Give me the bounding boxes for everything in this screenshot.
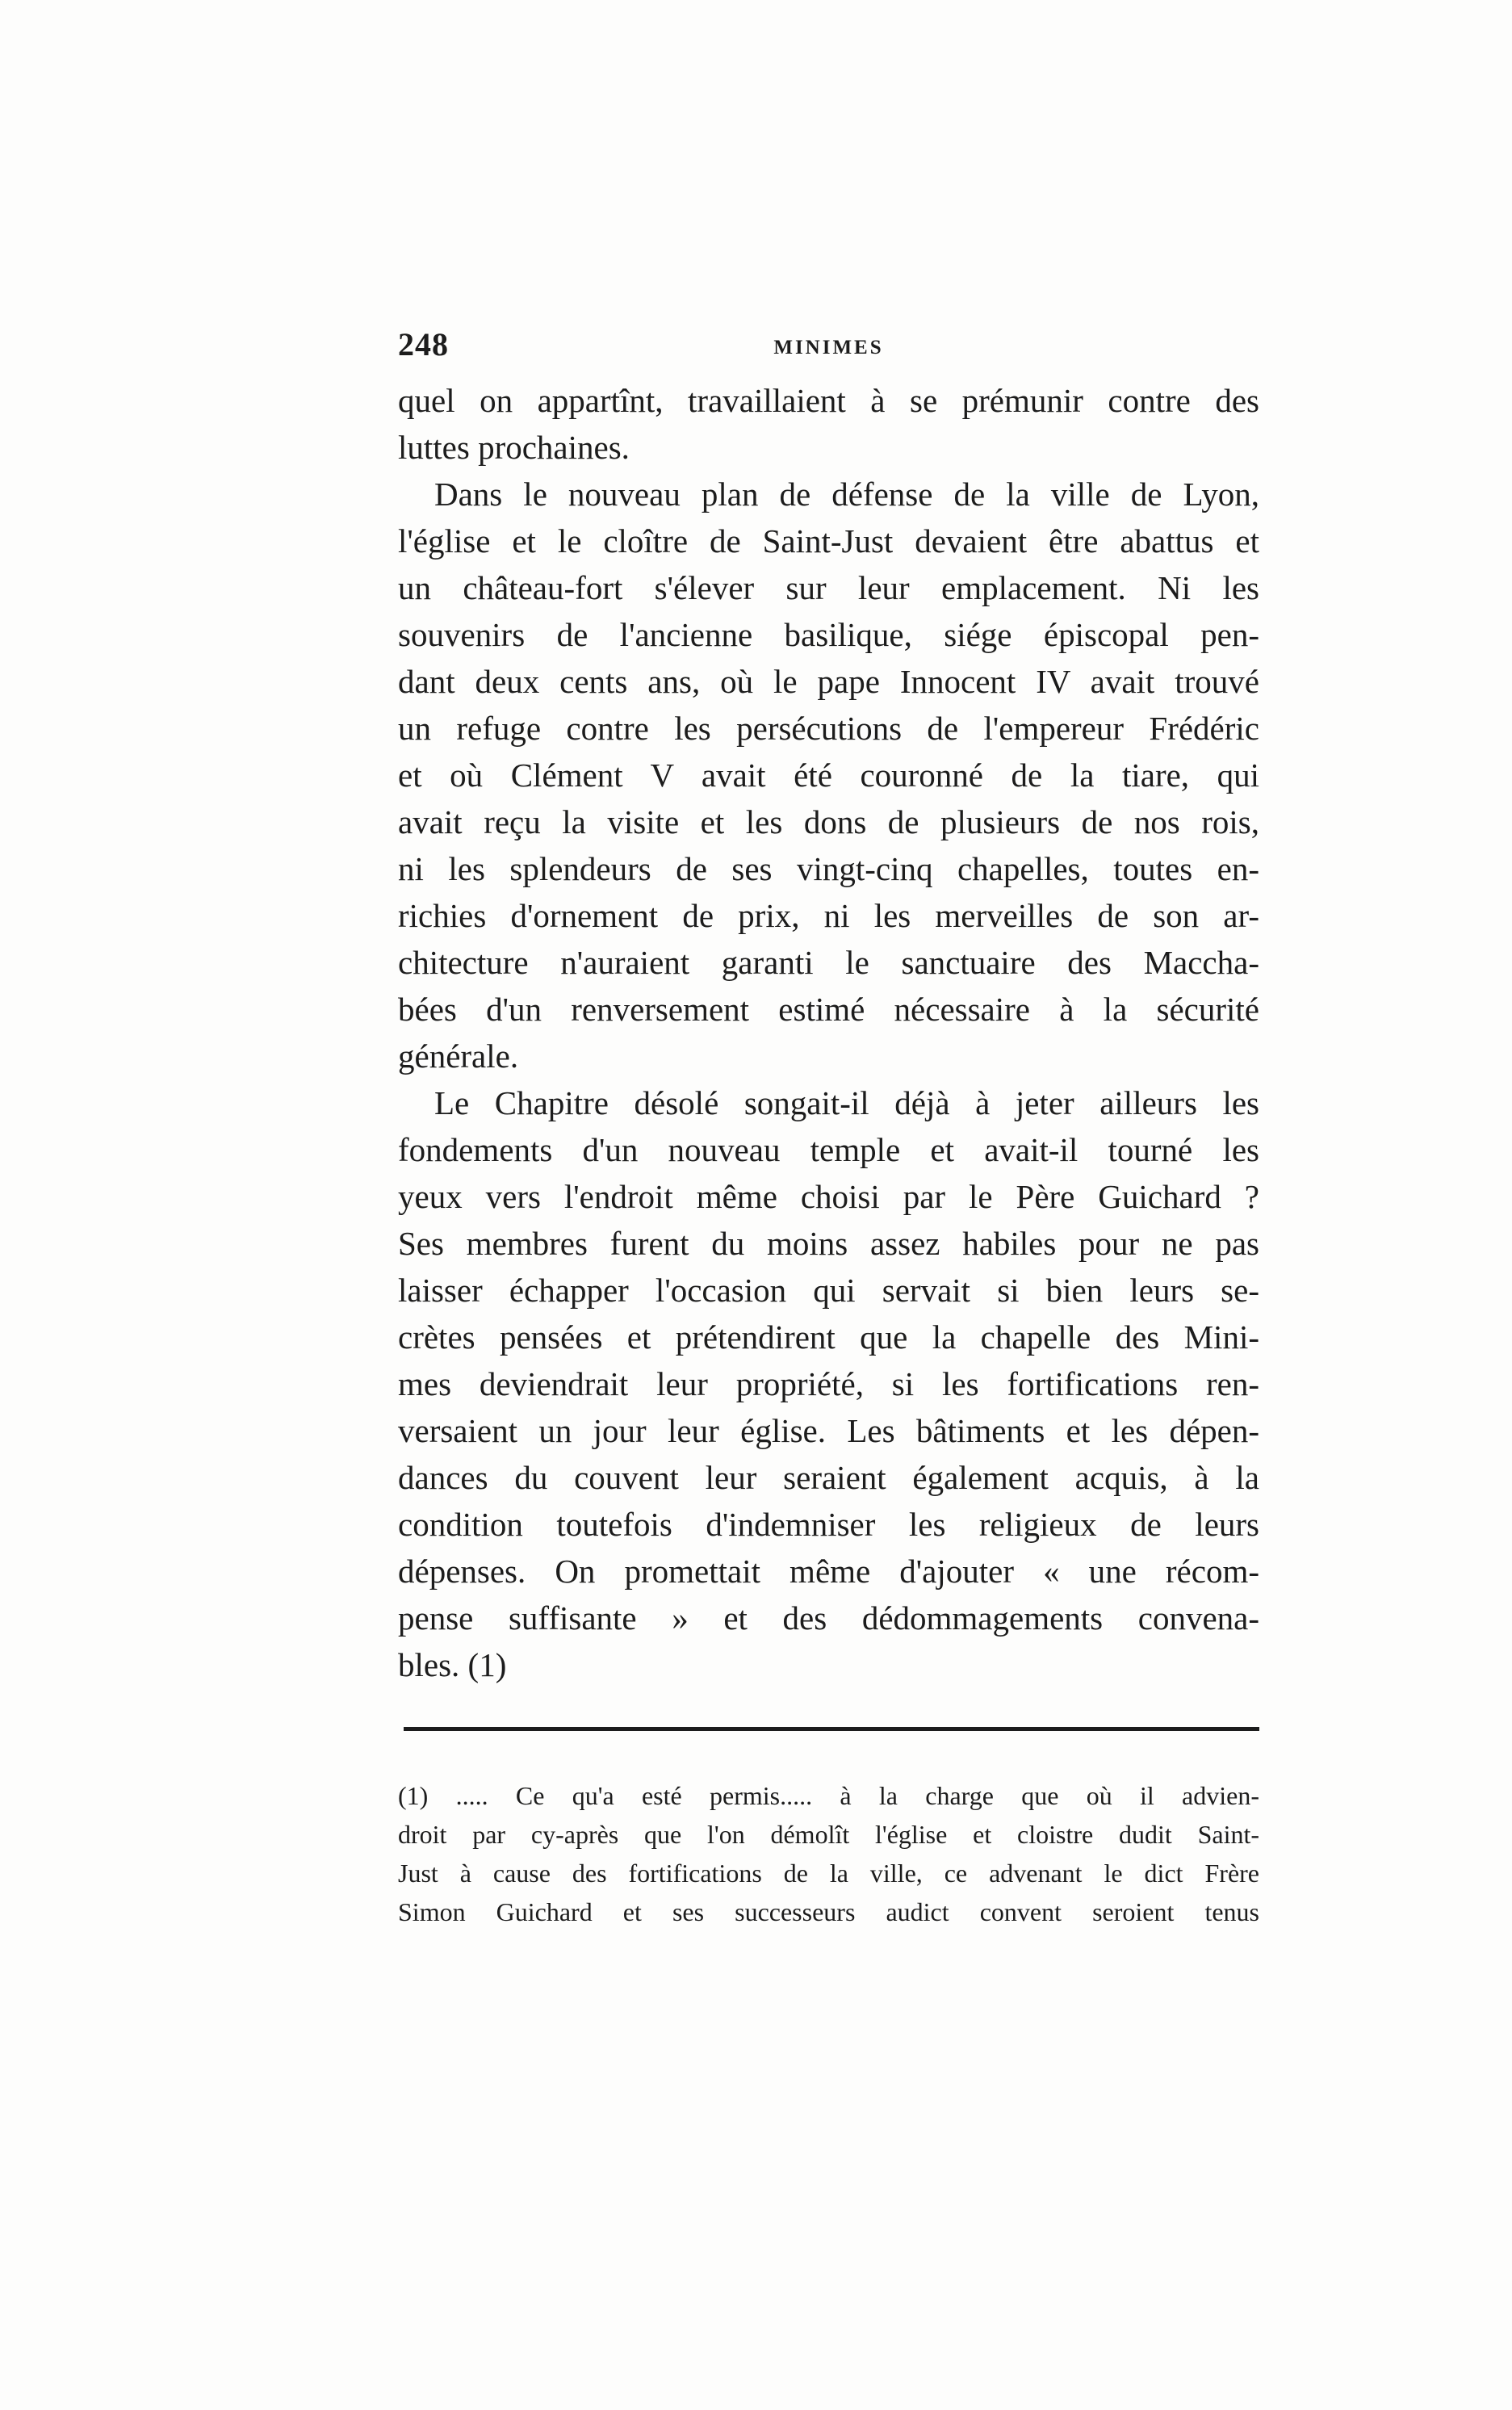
body-text: [398, 377, 1259, 1688]
text-line: un refuge contre les persécutions de l'empereur Frédéric: [398, 710, 1259, 747]
text-line: crètes pensées et prétendirent que la chapelle des Mini-: [398, 1318, 1259, 1356]
text-line: quel on appartînt, travaillaient à se prémunir contre des: [398, 382, 1259, 419]
text-line: dances du couvent leur seraient également acquis, à la: [398, 1459, 1259, 1496]
text-line: Le Chapitre désolé songait-il déjà à jeter ailleurs les: [434, 1084, 1259, 1121]
page-header: [398, 325, 1259, 374]
text-line: dépenses. On promettait même d'ajouter « une récom-: [398, 1553, 1259, 1590]
text-line: pense suffisante » et des dédommagements convena-: [398, 1599, 1259, 1637]
footnote: [398, 1776, 1259, 1931]
text-line: un château-fort s'élever sur leur emplacement. Ni les: [398, 569, 1259, 606]
text-line: condition toutefois d'indemniser les religieux de leurs: [398, 1506, 1259, 1543]
text-line: fondements d'un nouveau temple et avait-il tourné les: [398, 1131, 1259, 1168]
text-line: bles. (1): [398, 1646, 507, 1683]
text-line: richies d'ornement de prix, ni les merveilles de son ar-: [398, 897, 1259, 934]
footnote-line: (1) ..... Ce qu'a esté permis..... à la charge que où il advien-: [398, 1781, 1259, 1810]
footnote-line: Simon Guichard et ses successeurs audict convent seroient tenus: [398, 1897, 1259, 1926]
footnote-line: droit par cy-après que l'on démolît l'église et cloistre dudit Saint-: [398, 1820, 1259, 1849]
text-line: bées d'un renversement estimé nécessaire à la sécurité: [398, 991, 1259, 1028]
page-number: 248: [398, 326, 449, 363]
text-line: souvenirs de l'ancienne basilique, siége épiscopal pen-: [398, 616, 1259, 653]
text-line: dant deux cents ans, où le pape Innocent IV avait trouvé: [398, 663, 1259, 700]
text-line: chitecture n'auraient garanti le sanctuaire des Maccha-: [398, 944, 1259, 981]
text-line: avait reçu la visite et les dons de plusieurs de nos rois,: [398, 803, 1259, 840]
text-line: et où Clément V avait été couronné de la tiare, qui: [398, 757, 1259, 794]
text-line: générale.: [398, 1037, 519, 1075]
text-line: versaient un jour leur église. Les bâtiments et les dépen-: [398, 1412, 1259, 1449]
text-line: Ses membres furent du moins assez habiles pour ne pas: [398, 1225, 1259, 1262]
text-line: laisser échapper l'occasion qui servait si bien leurs se-: [398, 1272, 1259, 1309]
running-title: MINIMES: [773, 337, 884, 358]
footnote-line: Just à cause des fortifications de la ville, ce advenant le dict Frère: [398, 1859, 1259, 1888]
footnote-separator-rule: [404, 1727, 1259, 1731]
text-line: luttes prochaines.: [398, 429, 630, 466]
text-line: l'église et le cloître de Saint-Just devaient être abattus et: [398, 522, 1259, 560]
text-line: ni les splendeurs de ses vingt-cinq chapelles, toutes en-: [398, 850, 1259, 887]
text-line: yeux vers l'endroit même choisi par le Père Guichard ?: [398, 1178, 1259, 1215]
text-line: Dans le nouveau plan de défense de la ville de Lyon,: [434, 476, 1259, 513]
text-line: mes deviendrait leur propriété, si les fortifications ren-: [398, 1365, 1259, 1402]
